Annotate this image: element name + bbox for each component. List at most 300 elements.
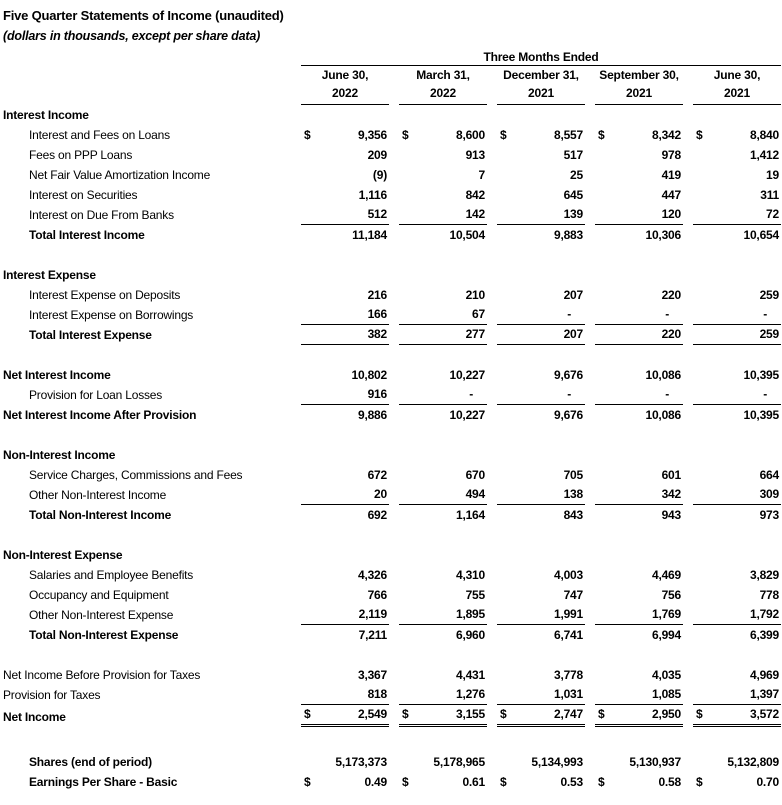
value-cell — [301, 566, 389, 585]
spacer-row — [3, 345, 780, 365]
value-text: 4,469 — [651, 568, 681, 582]
column-header-jun30-2022: June 30, 2022 — [301, 66, 389, 105]
value-cell — [497, 753, 585, 772]
value-cell — [497, 626, 585, 645]
value-text: 10,227 — [449, 368, 485, 382]
value-text: 1,085 — [651, 687, 681, 701]
value-cell — [595, 385, 683, 405]
value-text: 4,431 — [455, 668, 485, 682]
row-label: Net Fair Value Amortization Income — [29, 168, 211, 182]
value-text: 5,130,937 — [629, 755, 681, 769]
value-cell — [497, 126, 585, 145]
spacer-row — [3, 525, 780, 545]
value-text: 645 — [563, 188, 583, 202]
value-text: 916 — [367, 387, 387, 401]
value-text: 259 — [759, 327, 779, 341]
row-label: Total Interest Income — [29, 228, 145, 242]
value-text: 207 — [563, 327, 583, 341]
value-text: 10,086 — [645, 368, 681, 382]
table-row — [3, 585, 780, 605]
value-cell — [301, 466, 389, 485]
value-cell — [301, 753, 389, 772]
value-text: 512 — [367, 207, 387, 221]
value-text: 9,883 — [553, 228, 583, 242]
value-text: - — [665, 387, 669, 401]
value-text: 818 — [367, 687, 387, 701]
column-header-mar31-2022: March 31, 2022 — [399, 66, 487, 105]
dollar-sign: $ — [696, 128, 703, 142]
value-cell — [399, 666, 487, 685]
value-cell — [301, 126, 389, 145]
value-text: 943 — [661, 508, 681, 522]
value-text: 2,747 — [553, 707, 583, 721]
table-row — [3, 405, 780, 425]
dollar-sign: $ — [598, 775, 605, 789]
value-cell — [301, 166, 389, 185]
row-label: Provision for Loan Losses — [29, 388, 163, 402]
value-cell — [693, 166, 781, 185]
value-text: 166 — [367, 307, 387, 321]
value-text: 601 — [661, 468, 681, 482]
value-cell — [595, 126, 683, 145]
row-label: Net Interest Income — [3, 368, 111, 382]
row-label: Other Non-Interest Income — [29, 488, 167, 502]
value-text: 8,342 — [651, 128, 681, 142]
spacer-row — [3, 645, 780, 665]
value-text: 672 — [367, 468, 387, 482]
value-text: 120 — [661, 207, 681, 221]
value-text: 517 — [563, 148, 583, 162]
value-text: 207 — [563, 288, 583, 302]
value-text: (9) — [372, 168, 387, 182]
column-header-jun30-2021: June 30, 2021 — [693, 66, 781, 105]
value-text: 10,395 — [743, 408, 779, 422]
value-cell — [497, 773, 585, 792]
value-text: 4,326 — [357, 568, 387, 582]
value-cell — [497, 466, 585, 485]
value-cell — [497, 506, 585, 525]
value-text: 11,184 — [352, 228, 387, 242]
value-text: 6,994 — [651, 628, 681, 642]
period-header: Three Months Ended — [301, 49, 781, 66]
value-cell — [399, 286, 487, 305]
value-cell — [301, 226, 389, 245]
value-cell — [693, 146, 781, 165]
value-cell — [399, 753, 487, 772]
value-cell — [595, 325, 683, 345]
value-cell — [399, 146, 487, 165]
value-cell — [399, 126, 487, 145]
value-cell — [497, 666, 585, 685]
value-text: - — [665, 307, 669, 321]
table-row — [3, 325, 780, 345]
value-cell — [497, 226, 585, 245]
value-text: 973 — [759, 508, 779, 522]
value-cell — [301, 406, 389, 425]
value-text: 142 — [465, 207, 485, 221]
value-text: 1,991 — [553, 607, 583, 621]
value-cell — [693, 205, 781, 225]
table-row — [3, 225, 780, 245]
value-text: 10,802 — [351, 368, 387, 382]
value-text: 1,031 — [553, 687, 583, 701]
value-cell — [595, 305, 683, 325]
value-cell — [301, 366, 389, 385]
value-cell — [301, 325, 389, 345]
value-cell — [399, 205, 487, 225]
value-cell — [693, 325, 781, 345]
value-text: 20 — [374, 487, 387, 501]
value-text: 8,600 — [455, 128, 485, 142]
value-cell — [497, 286, 585, 305]
value-cell — [693, 586, 781, 605]
value-text: 342 — [661, 487, 681, 501]
statement-subtitle: (dollars in thousands, except per share data) — [3, 29, 261, 43]
value-cell — [497, 406, 585, 425]
value-cell — [693, 705, 781, 727]
value-cell — [497, 325, 585, 345]
value-text: 1,769 — [651, 607, 681, 621]
value-cell — [497, 385, 585, 405]
value-cell — [301, 685, 389, 705]
value-cell — [497, 366, 585, 385]
table-row — [3, 165, 780, 185]
table-row — [3, 505, 780, 525]
section-label: Interest Income — [3, 108, 89, 122]
value-cell — [497, 166, 585, 185]
value-cell — [595, 685, 683, 705]
value-cell — [595, 773, 683, 792]
table-row — [3, 625, 780, 645]
value-text: 0.49 — [364, 775, 387, 789]
value-text: 1,116 — [358, 188, 387, 202]
dollar-sign: $ — [500, 775, 507, 789]
row-label: Occupancy and Equipment — [29, 588, 169, 602]
value-cell — [399, 166, 487, 185]
dollar-sign: $ — [696, 707, 703, 721]
row-label: Net Income — [3, 710, 66, 724]
value-cell — [693, 485, 781, 505]
value-cell — [497, 205, 585, 225]
value-cell — [693, 385, 781, 405]
value-cell — [595, 146, 683, 165]
value-cell — [301, 305, 389, 325]
value-cell — [301, 286, 389, 305]
value-text: - — [469, 387, 473, 401]
value-cell — [595, 286, 683, 305]
table-row — [3, 285, 780, 305]
row-label: Other Non-Interest Expense — [29, 608, 174, 622]
dollar-sign: $ — [304, 128, 311, 142]
value-cell — [693, 466, 781, 485]
section-row — [3, 105, 780, 125]
value-cell — [399, 506, 487, 525]
value-cell — [497, 186, 585, 205]
value-cell — [301, 605, 389, 625]
value-cell — [497, 605, 585, 625]
value-cell — [693, 605, 781, 625]
value-text: 10,654 — [743, 228, 779, 242]
value-cell — [693, 666, 781, 685]
value-text: 978 — [661, 148, 681, 162]
dollar-sign: $ — [304, 775, 311, 789]
value-text: 5,132,809 — [727, 755, 779, 769]
value-cell — [497, 586, 585, 605]
value-cell — [301, 666, 389, 685]
value-cell — [595, 366, 683, 385]
value-text: 25 — [570, 168, 583, 182]
value-text: 10,086 — [645, 408, 681, 422]
row-label: Total Non-Interest Income — [29, 508, 172, 522]
value-cell — [497, 705, 585, 727]
value-text: 9,676 — [553, 368, 583, 382]
value-text: 10,504 — [449, 228, 485, 242]
value-text: 2,549 — [357, 707, 387, 721]
period-header-row — [3, 49, 780, 66]
table-row — [3, 665, 780, 685]
value-cell — [595, 586, 683, 605]
dollar-sign: $ — [304, 707, 311, 721]
value-cell — [301, 586, 389, 605]
value-text: 209 — [367, 148, 387, 162]
value-cell — [399, 186, 487, 205]
value-text: 0.61 — [462, 775, 485, 789]
table-row — [3, 465, 780, 485]
value-text: 692 — [367, 508, 387, 522]
value-cell — [693, 126, 781, 145]
value-cell — [595, 205, 683, 225]
table-row — [3, 185, 780, 205]
value-cell — [301, 146, 389, 165]
value-text: 664 — [759, 468, 779, 482]
table-row — [3, 145, 780, 165]
value-text: 220 — [661, 288, 681, 302]
column-headers-row — [3, 66, 780, 105]
value-text: 19 — [766, 168, 779, 182]
value-text: 0.53 — [560, 775, 583, 789]
row-label: Total Non-Interest Expense — [29, 628, 179, 642]
column-header-sep30-2021: September 30, 2021 — [595, 66, 683, 105]
value-cell — [595, 626, 683, 645]
value-text: 2,119 — [358, 607, 387, 621]
value-cell — [497, 305, 585, 325]
section-row — [3, 545, 780, 565]
table-row — [3, 772, 780, 792]
value-text: 2,950 — [651, 707, 681, 721]
value-text: 756 — [661, 588, 681, 602]
spacer-row — [3, 425, 780, 445]
value-text: 778 — [759, 588, 779, 602]
dollar-sign: $ — [598, 128, 605, 142]
value-text: 843 — [563, 508, 583, 522]
value-cell — [595, 705, 683, 727]
value-cell — [595, 166, 683, 185]
value-text: 747 — [563, 588, 583, 602]
value-text: 7,211 — [358, 628, 387, 642]
table-row — [3, 685, 780, 705]
section-row — [3, 445, 780, 465]
dollar-sign: $ — [402, 775, 409, 789]
value-text: 138 — [563, 487, 583, 501]
value-text: 259 — [759, 288, 779, 302]
value-text: 4,003 — [553, 568, 583, 582]
value-cell — [301, 773, 389, 792]
value-cell — [693, 753, 781, 772]
value-cell — [693, 186, 781, 205]
value-cell — [693, 773, 781, 792]
value-cell — [399, 305, 487, 325]
value-text: 5,134,993 — [531, 755, 583, 769]
value-text: - — [763, 307, 767, 321]
value-cell — [399, 485, 487, 505]
value-text: 3,778 — [553, 668, 583, 682]
table-row — [3, 305, 780, 325]
value-text: - — [763, 387, 767, 401]
row-label: Interest and Fees on Loans — [29, 128, 170, 142]
value-text: 670 — [465, 468, 485, 482]
row-label: Salaries and Employee Benefits — [29, 568, 194, 582]
value-cell — [399, 366, 487, 385]
row-label: Interest on Due From Banks — [29, 208, 174, 222]
value-cell — [399, 626, 487, 645]
value-text: 3,829 — [749, 568, 779, 582]
value-text: 755 — [465, 588, 485, 602]
value-cell — [301, 186, 389, 205]
table-row — [3, 365, 780, 385]
value-cell — [693, 626, 781, 645]
value-text: 705 — [563, 468, 583, 482]
dollar-sign: $ — [500, 707, 507, 721]
value-cell — [595, 753, 683, 772]
value-text: 72 — [766, 207, 779, 221]
value-text: 494 — [465, 487, 485, 501]
value-cell — [693, 685, 781, 705]
table-row — [3, 125, 780, 145]
row-label: Total Interest Expense — [29, 328, 152, 342]
value-cell — [693, 406, 781, 425]
value-text: 842 — [465, 188, 485, 202]
value-text: - — [567, 307, 571, 321]
value-cell — [595, 466, 683, 485]
section-label: Non-Interest Expense — [3, 548, 123, 562]
value-text: 3,155 — [455, 707, 485, 721]
value-cell — [693, 226, 781, 245]
value-text: 210 — [465, 288, 485, 302]
value-text: 447 — [661, 188, 681, 202]
value-text: 6,960 — [455, 628, 485, 642]
row-label: Net Income Before Provision for Taxes — [3, 668, 201, 682]
value-text: 3,572 — [749, 707, 779, 721]
dollar-sign: $ — [598, 707, 605, 721]
table-row — [3, 705, 780, 725]
value-cell — [693, 506, 781, 525]
value-text: 10,395 — [743, 368, 779, 382]
value-text: 1,397 — [749, 687, 779, 701]
row-label: Service Charges, Commissions and Fees — [29, 468, 243, 482]
value-text: 1,412 — [749, 148, 779, 162]
value-text: 67 — [472, 307, 485, 321]
value-cell — [595, 605, 683, 625]
row-label: Shares (end of period) — [29, 755, 152, 769]
value-text: 9,886 — [357, 408, 387, 422]
statement-rows — [3, 105, 780, 792]
value-text: 8,557 — [553, 128, 583, 142]
value-text: 5,178,965 — [433, 755, 485, 769]
row-label: Interest Expense on Deposits — [29, 288, 181, 302]
value-cell — [595, 226, 683, 245]
value-text: 6,399 — [749, 628, 779, 642]
value-text: 1,792 — [749, 607, 779, 621]
value-cell — [595, 485, 683, 505]
value-cell — [693, 566, 781, 585]
value-cell — [595, 186, 683, 205]
value-cell — [497, 485, 585, 505]
value-text: 8,840 — [749, 128, 779, 142]
value-text: 9,676 — [553, 408, 583, 422]
row-label: Earnings Per Share - Basic — [29, 775, 178, 789]
value-cell — [399, 773, 487, 792]
value-cell — [301, 506, 389, 525]
spacer-row — [3, 725, 780, 752]
value-cell — [301, 485, 389, 505]
dollar-sign: $ — [402, 707, 409, 721]
value-text: 5,173,373 — [335, 755, 387, 769]
value-cell — [301, 705, 389, 727]
row-label: Fees on PPP Loans — [29, 148, 133, 162]
value-text: 220 — [661, 327, 681, 341]
value-cell — [693, 305, 781, 325]
dollar-sign: $ — [500, 128, 507, 142]
value-text: 10,227 — [449, 408, 485, 422]
value-cell — [497, 146, 585, 165]
row-label: Interest on Securities — [29, 188, 138, 202]
section-label: Non-Interest Income — [3, 448, 116, 462]
value-text: 1,276 — [455, 687, 485, 701]
value-text: 4,969 — [749, 668, 779, 682]
dollar-sign: $ — [696, 775, 703, 789]
value-cell — [693, 366, 781, 385]
value-cell — [399, 566, 487, 585]
value-cell — [399, 586, 487, 605]
value-text: 766 — [367, 588, 387, 602]
table-row — [3, 485, 780, 505]
value-text: 0.70 — [756, 775, 779, 789]
value-cell — [399, 685, 487, 705]
table-row — [3, 605, 780, 625]
row-label: Interest Expense on Borrowings — [29, 308, 194, 322]
value-cell — [301, 385, 389, 405]
row-label: Net Interest Income After Provision — [3, 408, 197, 422]
value-cell — [595, 406, 683, 425]
value-cell — [399, 605, 487, 625]
value-text: 4,035 — [651, 668, 681, 682]
value-cell — [497, 685, 585, 705]
value-cell — [399, 226, 487, 245]
value-text: 913 — [465, 148, 485, 162]
value-text: 6,741 — [553, 628, 583, 642]
value-text: 311 — [760, 188, 779, 202]
row-label: Provision for Taxes — [3, 688, 101, 702]
value-text: 382 — [367, 327, 387, 341]
value-cell — [497, 566, 585, 585]
value-cell — [595, 506, 683, 525]
value-cell — [693, 286, 781, 305]
value-text: 277 — [465, 327, 485, 341]
value-text: 7 — [478, 168, 485, 182]
value-text: 3,367 — [357, 668, 387, 682]
value-text: 419 — [661, 168, 681, 182]
statement-title: Five Quarter Statements of Income (unaudited) — [3, 8, 284, 23]
